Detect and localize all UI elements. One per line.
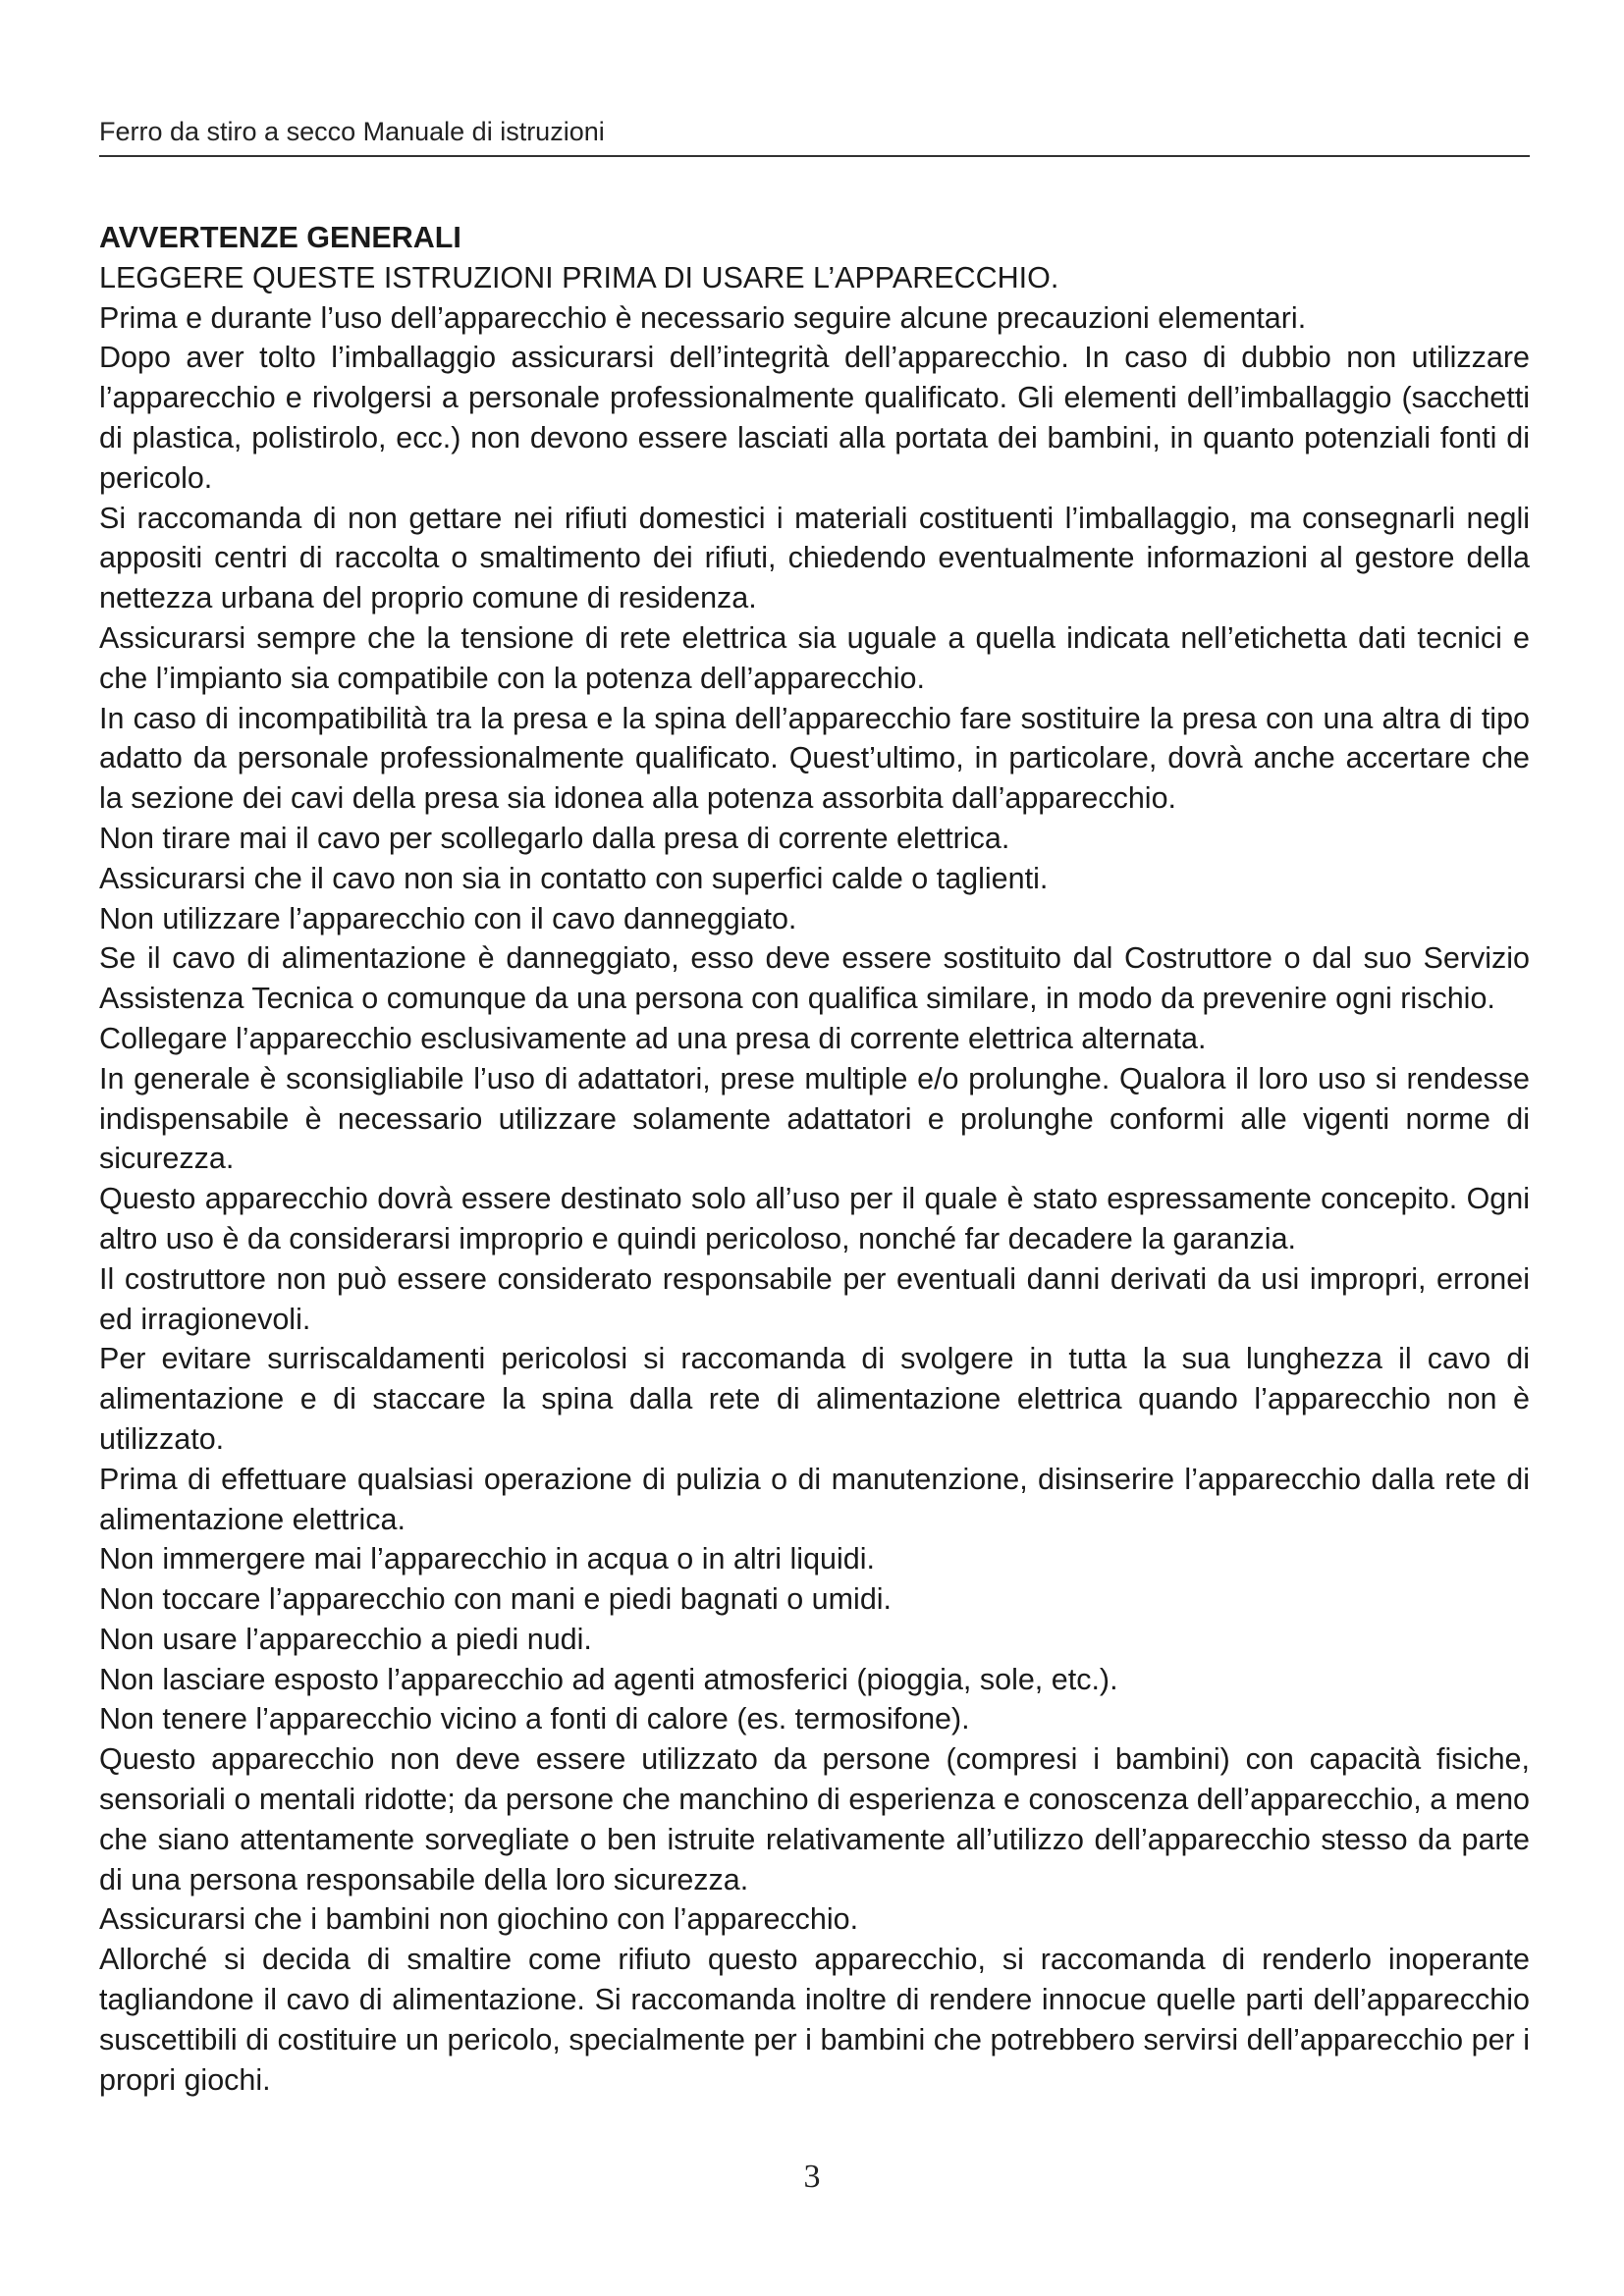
paragraph: Non utilizzare l’apparecchio con il cavo danneggiato. (99, 901, 797, 935)
document-body (99, 218, 1530, 2100)
paragraph: In generale è sconsigliabile l’uso di adattatori, prese multiple e/o prolunghe. Qualora il loro uso si rendesse indispensabile è necessario utilizzare solamente adattatori e prolunghe conformi alle vigenti norme di sicurezza. (99, 1061, 1530, 1176)
paragraph: Questo apparecchio non deve essere utilizzato da persone (compresi i bambini) con capacità fisiche, sensoriali o mentali ridotte; da persone che manchino di esperienza e conoscenza dell’apparecchio, a meno che siano attentamente sorvegliate o ben istruite relativamente all’utilizzo dell’apparecchio stesso da parte di una persona responsabile della loro sicurezza. (99, 1742, 1530, 1896)
paragraph-list (99, 298, 1530, 2101)
paragraph: Assicurarsi che i bambini non giochino con l’apparecchio. (99, 1902, 859, 1937)
paragraph: Non tenere l’apparecchio vicino a fonti di calore (es. termosifone). (99, 1702, 970, 1736)
page-header-title: Ferro da stiro a secco Manuale di istruzioni (99, 117, 605, 146)
paragraph: Collegare l’apparecchio esclusivamente ad una presa di corrente elettrica alternata. (99, 1021, 1207, 1055)
paragraph: Dopo aver tolto l’imballaggio assicurarsi dell’integrità dell’apparecchio. In caso di dubbio non utilizzare l’apparecchio e rivolgersi a personale professionalmente qualificato. Gli elementi dell’imballaggio (sacchetti di plastica, polistirolo, ecc.) non devono essere lasciati alla portata dei bambini, in quanto potenziali fonti di pericolo. (99, 341, 1530, 495)
paragraph: Il costruttore non può essere considerato responsabile per eventuali danni derivati da usi impropri, erronei ed irragionevoli. (99, 1261, 1530, 1336)
paragraph: Assicurarsi sempre che la tensione di rete elettrica sia uguale a quella indicata nell’etichetta dati tecnici e che l’impianto sia compatibile con la potenza dell’apparecchio. (99, 620, 1530, 695)
header-divider (99, 155, 1530, 157)
paragraph: Questo apparecchio dovrà essere destinato solo all’uso per il quale è stato espressamente concepito. Ogni altro uso è da considerarsi improprio e quindi pericoloso, nonché far decadere la garanzia. (99, 1182, 1530, 1255)
paragraph: Non immergere mai l’apparecchio in acqua o in altri liquidi. (99, 1542, 875, 1576)
paragraph: In caso di incompatibilità tra la presa e la spina dell’apparecchio fare sostituire la presa con una altra di tipo adatto da personale professionalmente qualificato. Quest’ultimo, in particolare, dovrà anche accertare che la sezione dei cavi della presa sia idonea alla potenza assorbita dall’apparecchio. (99, 701, 1530, 816)
paragraph: Assicurarsi che il cavo non sia in contatto con superfici calde o taglienti. (99, 861, 1049, 895)
paragraph: Per evitare surriscaldamenti pericolosi si raccomanda di svolgere in tutta la sua lunghezza il cavo di alimentazione e di staccare la spina dalla rete di alimentazione elettrica quando l’apparecchio non è utilizzato. (99, 1342, 1530, 1456)
paragraph: Prima di effettuare qualsiasi operazione di pulizia o di manutenzione, disinserire l’apparecchio dalla rete di alimentazione elettrica. (99, 1462, 1530, 1536)
paragraph: Non tirare mai il cavo per scollegarlo dalla presa di corrente elettrica. (99, 821, 1010, 855)
page-number: 3 (803, 2159, 821, 2195)
section-title: AVVERTENZE GENERALI (99, 221, 461, 254)
paragraph: Allorché si decida di smaltire come rifiuto questo apparecchio, si raccomanda di renderlo inoperante tagliandone il cavo di alimentazione. Si raccomanda inoltre di rendere innocue quelle parti dell’apparecchio suscettibili di costituire un pericolo, specialmente per i bambini che potrebbero servirsi dell’apparecchio per i propri giochi. (99, 1943, 1530, 2097)
paragraph: Se il cavo di alimentazione è danneggiato, esso deve essere sostituito dal Costruttore o dal suo Servizio Assistenza Tecnica o comunque da una persona con qualifica similare, in modo da prevenire ogni rischio. (99, 941, 1530, 1016)
paragraph: Si raccomanda di non gettare nei rifiuti domestici i materiali costituenti l’imballaggio, ma consegnarli negli appositi centri di raccolta o smaltimento dei rifiuti, chiedendo eventualmente informazioni al gestore della nettezza urbana del proprio comune di residenza. (99, 501, 1530, 615)
paragraph: Non usare l’apparecchio a piedi nudi. (99, 1622, 592, 1656)
paragraph: Non lasciare esposto l’apparecchio ad agenti atmosferici (pioggia, sole, etc.). (99, 1662, 1118, 1696)
paragraph: Prima e durante l’uso dell’apparecchio è necessario seguire alcune precauzioni elementari. (99, 300, 1307, 335)
paragraph: Non toccare l’apparecchio con mani e piedi bagnati o umidi. (99, 1582, 893, 1617)
section-lead: LEGGERE QUESTE ISTRUZIONI PRIMA DI USARE L’APPARECCHIO. (99, 260, 1059, 294)
